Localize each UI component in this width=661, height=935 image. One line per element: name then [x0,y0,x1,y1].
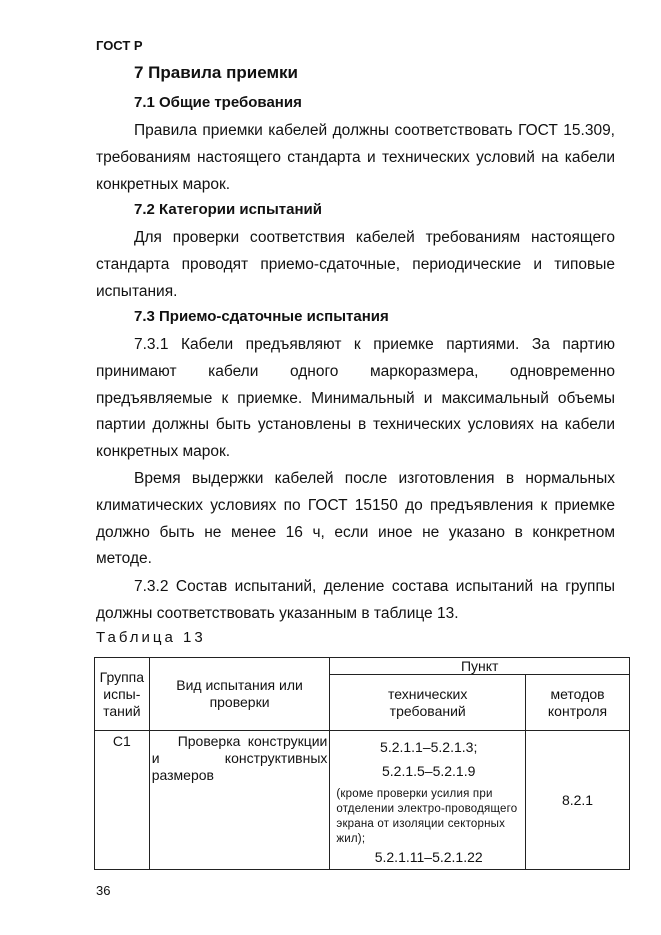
subsection-title-7-2: 7.2 Категории испытаний [134,201,322,218]
row-methods-cell: 8.2.1 [526,731,630,870]
header-group-cell [95,658,150,731]
paragraph-7-3-1-time: Время выдержки кабелей после изготовления в нормальных климатических условиях по ГОСТ 15150 до предъявления к приемке должно быть не менее 16 ч, если иное не указано в конкретном методе. [96,470,615,568]
paragraph-7-1: Правила приемки кабелей должны соответствовать ГОСТ 15.309, требованиям настоящего стандарта и технических условий на кабели конкретных марок. [96,122,615,193]
tech-range-1: 5.2.1.1–5.2.1.3; [380,739,478,755]
header-clause-label: Пункт [460,658,499,674]
tech-range-3: 5.2.1.11–5.2.1.22 [374,849,483,865]
tech-note: (кроме проверки усилия при отделении электро-проводящего экрана от изоляции секторных жил); [336,788,518,845]
table-caption: Таблица 13 [96,629,206,646]
header-clause-cell [330,658,630,675]
header-type-cell [149,658,330,731]
paragraph-7-2: Для проверки соответствия кабелей требованиям настоящего стандарта проводят приемо-сдаточные, периодические и типовые испытания. [96,229,615,300]
section-title: 7 Правила приемки [134,63,298,82]
row-group-cell: С1 [95,731,150,870]
table-row [95,731,630,870]
header-group-label: Группа испы-таний [99,668,145,719]
subsection-title-7-3: 7.3 Приемо-сдаточные испытания [134,308,389,325]
table-13 [94,657,630,870]
document-header: ГОСТ Р [96,38,143,53]
row-type-text: Проверка конструкции и конструктивных размеров [151,733,328,783]
paragraph-7-3-2: 7.3.2 Состав испытаний, деление состава испытаний на группы должны соответствовать указанным в таблице 13. [96,578,615,622]
paragraph-7-3-1: 7.3.1 Кабели предъявляют к приемке партиями. За партию принимают кабели одного маркоразмера, одновременно предъявляемые к приемке. Минимальный и максимальный объемы партии должны быть установлены в технических условиях на кабели конкретных марок. [96,336,615,461]
subsection-title-7-1: 7.1 Общие требования [134,94,302,111]
header-tech-cell [330,675,526,731]
header-type-label: Вид испытания или проверки [176,677,303,710]
row-tech-cell [330,731,526,870]
page-number: 36 [96,883,111,898]
header-tech-label: технических требований [388,685,468,719]
header-methods-cell [526,675,630,731]
header-methods-label: методов контроля [547,685,608,719]
table-header-row [95,658,630,675]
row-type-cell [149,731,330,870]
tech-range-2: 5.2.1.5–5.2.1.9 [381,763,476,779]
